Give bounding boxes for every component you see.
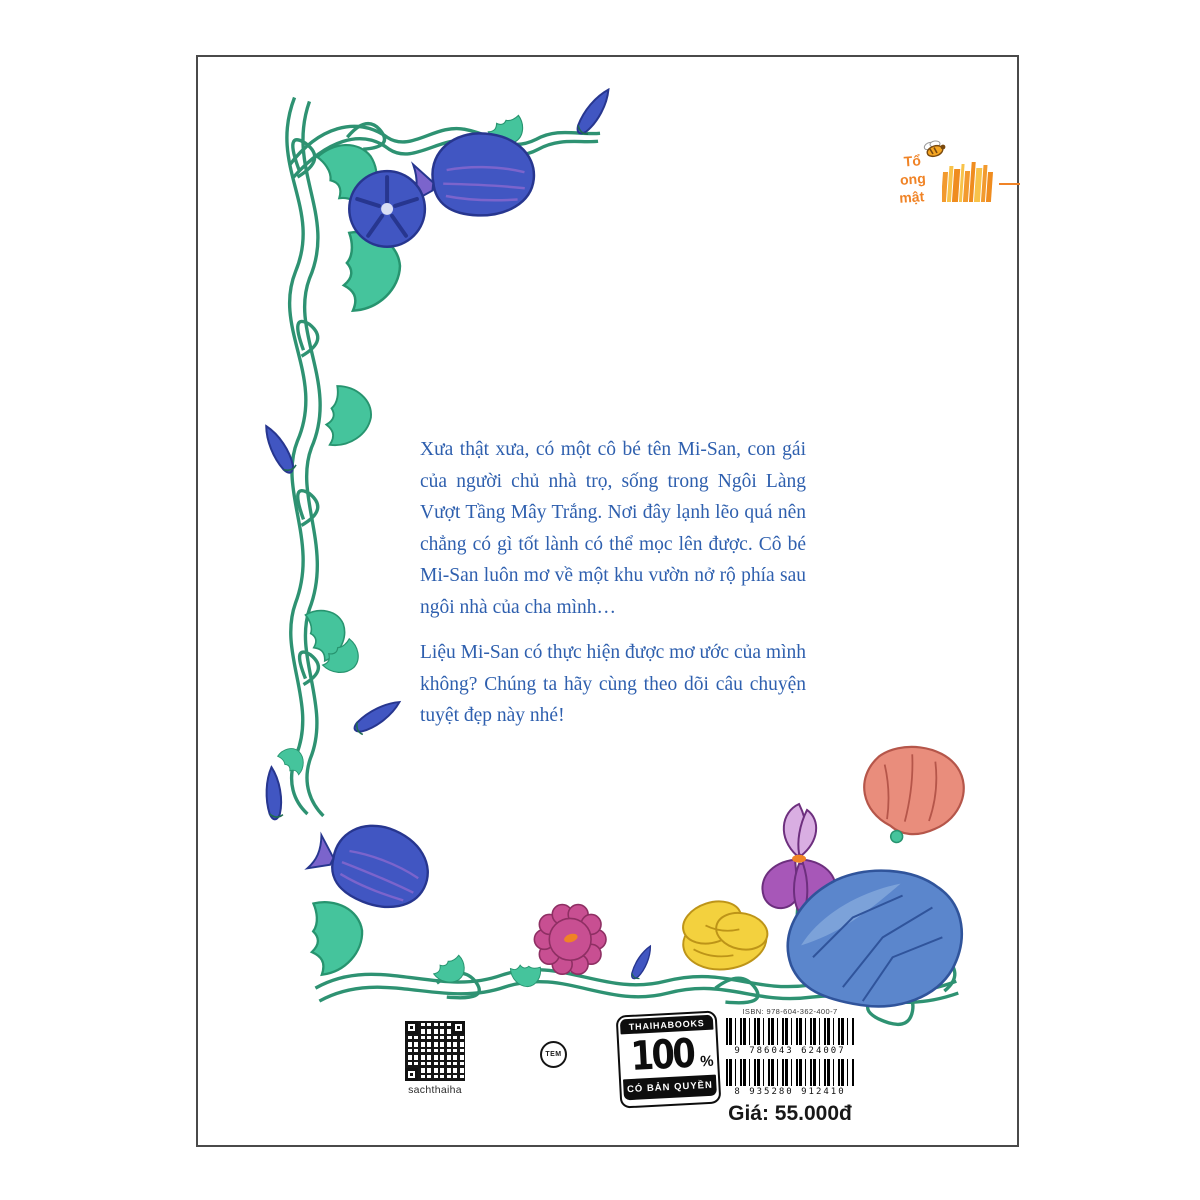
percent-sign: %	[699, 1052, 715, 1071]
qr-code	[405, 1021, 465, 1081]
book-back-cover	[196, 55, 1019, 1147]
publisher-logo	[898, 142, 1022, 220]
yellow-flower	[678, 894, 771, 974]
barcode-ean	[726, 1059, 854, 1086]
bee-icon	[920, 138, 950, 160]
badge-publisher: THAIHABOOKS	[620, 1015, 714, 1035]
barcode-number-2: 8 935280 912410	[734, 1087, 846, 1097]
blurb-paragraph-1: Xưa thật xưa, có một cô bé tên Mi-San, con gái của người chủ nhà trọ, sống trong Ngôi Làng Vượt Tầng Mây Trắng. Nơi đây lạnh lẽo quá nên chẳng có gì tốt lành có thể mọc lên được. Cô bé Mi-San luôn mơ về một khu vườn nở rộ phía sau ngôi nhà của cha mình…	[420, 439, 806, 618]
barcode-isbn	[726, 1018, 854, 1045]
qr-caption: sachthaiha	[408, 1084, 462, 1096]
isbn-label: ISBN: 978-604-362-400-7	[742, 1007, 838, 1016]
tem-stamp	[540, 1041, 567, 1068]
qr-finder-icon	[452, 1021, 465, 1034]
publisher-name	[896, 151, 927, 207]
zinnia-flower	[534, 905, 606, 975]
blurb-paragraph-2: Liệu Mi-San có thực hiện được mơ ước của mình không? Chúng ta hãy cùng theo dõi câu chuyện tuyệt đẹp này nhé!	[420, 642, 806, 726]
qr-finder-icon	[405, 1068, 418, 1081]
qr-block	[404, 1021, 466, 1096]
salmon-flower	[857, 740, 969, 850]
price-label: Giá: 55.000đ	[728, 1102, 852, 1125]
copyright-badge	[616, 1010, 722, 1108]
badge-caption: CÓ BẢN QUYỀN	[623, 1075, 717, 1101]
logo-word: mật	[898, 188, 925, 206]
book-description	[420, 434, 806, 746]
tem-label: TEM	[545, 1051, 562, 1058]
barcode-block	[726, 1007, 854, 1126]
badge-percent	[621, 1030, 716, 1080]
book-spines-icon	[942, 158, 998, 204]
barcode-number-1: 9 786043 624007	[734, 1046, 846, 1056]
logo-word: Tổ	[903, 152, 922, 170]
logo-word: ong	[899, 170, 927, 188]
badge-number: 100	[629, 1030, 695, 1080]
logo-underline	[999, 183, 1020, 185]
qr-finder-icon	[405, 1021, 418, 1034]
